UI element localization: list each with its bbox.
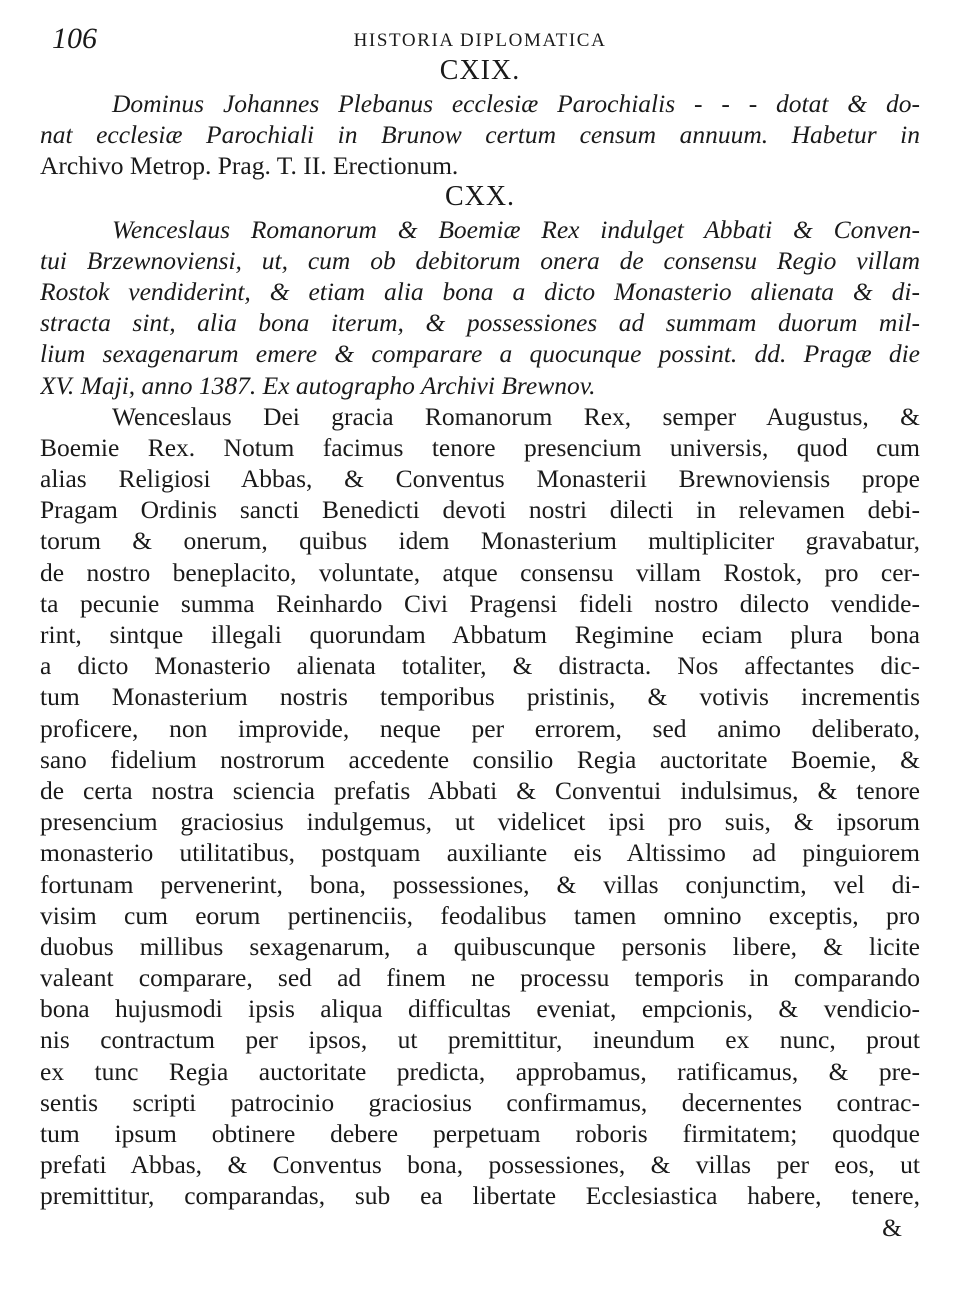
catchword: &: [882, 1212, 902, 1242]
text-line: torum & onerum, quibus idem Monasterium multipliciter gravabatur,: [40, 526, 920, 556]
text-line: ex tunc Regia auctoritate predicta, approbamus, ratificamus, & pre-: [40, 1056, 920, 1086]
running-title: HISTORIA DIPLOMATICA: [353, 30, 607, 51]
text-line: fortunam pervenerint, bona, possessiones, & villas conjunctim, vel di-: [40, 869, 920, 899]
text-line: monasterio utilitatibus, postquam auxiliante eis Altissimo ad pinguiorem: [40, 838, 920, 868]
text-line: nat ecclesiæ Parochiali in Brunow certum censum annuum. Habetur in: [40, 120, 920, 150]
text-line: presencium graciosius indulgemus, ut videlicet ipsi pro suis, & ipsorum: [40, 807, 920, 837]
text-line: Archivo Metrop. Prag. T. II. Erectionum.: [40, 151, 459, 181]
text-line: tum ipsum obtinere debere perpetuam roboris firmitatem; quodque: [40, 1119, 920, 1148]
text-line: sentis scripti patrocinio graciosius confirmamus, decernentes contrac-: [40, 1087, 920, 1117]
section-number: CXX.: [444, 180, 516, 212]
document-section: [40, 182, 920, 1212]
text-line: Boemie Rex. Notum facimus tenore presencium universis, quod cum: [40, 432, 920, 462]
body-text: [40, 56, 920, 1212]
document-section: [40, 56, 920, 182]
text-line: lium sexagenarum emere & comparare a quocunque possint. dd. Pragæ die: [40, 339, 920, 369]
text-line: rint, sintque illegali quorundam Abbatum Regimine eciam plura bona: [40, 620, 920, 649]
text-line: tum Monasterium nostris temporibus pristinis, & votivis incrementis: [40, 682, 920, 712]
page-number: 106: [52, 22, 97, 55]
text-line: visim cum eorum pertinenciis, feodalibus tamen omnino exceptis, pro: [40, 900, 920, 930]
text-line: nis contractum per ipsos, ut premittitur, ineundum ex nunc, prout: [40, 1025, 920, 1055]
section-number: CXIX.: [439, 55, 521, 86]
text-line: premittitur, comparandas, sub ea libertate Ecclesiastica habere, tenere,: [40, 1181, 920, 1211]
text-line: de nostro beneplacito, voluntate, atque consensu villam Rostok, pro cer-: [40, 557, 920, 587]
text-line: duobus millibus sexagenarum, a quibuscunque personis libere, & licite: [40, 931, 920, 961]
text-line: alias Religiosi Abbas, & Conventus Monasterii Brewnoviensis prope: [40, 464, 920, 494]
text-line: ta pecunie summa Reinhardo Civi Pragensi fideli nostro dilecto vendide-: [40, 588, 920, 618]
text-line: XV. Maji, anno 1387. Ex autographo Archivi Brewnov.: [40, 370, 596, 400]
text-line: stracta sint, alia bona iterum, & possessiones ad summam duorum mil-: [40, 308, 920, 338]
text-line: de certa nostra sciencia prefatis Abbati & Conventui indulsimus, & tenore: [40, 775, 920, 805]
page-header: [40, 16, 920, 56]
text-line: Rostok vendiderint, & etiam alia bona a dicto Monasterio alienata & di-: [40, 276, 920, 306]
text-line: Wenceslaus Romanorum & Boemiæ Rex indulget Abbati & Conven-: [112, 214, 920, 244]
text-line: proficere, non improvide, neque per errorem, sed animo deliberato,: [40, 713, 920, 743]
text-line: tui Brzewnoviensi, ut, cum ob debitorum onera de consensu Regio villam: [40, 245, 920, 275]
text-line: a dicto Monasterio alienata totaliter, & distracta. Nos affectantes dic-: [40, 651, 920, 681]
text-line: Wenceslaus Dei gracia Romanorum Rex, semper Augustus, &: [112, 401, 920, 431]
text-line: sano fidelium nostrorum accedente consilio Regia auctoritate Boemie, &: [40, 744, 920, 774]
text-line: Dominus Johannes Plebanus ecclesiæ Parochialis - - - dotat & do-: [112, 89, 920, 118]
text-line: valeant comparare, sed ad finem ne processu temporis in comparando: [40, 963, 920, 993]
text-line: prefati Abbas, & Conventus bona, possessiones, & villas per eos, ut: [40, 1150, 920, 1180]
text-line: Pragam Ordinis sancti Benedicti devoti nostri dilecti in relevamen debi-: [40, 495, 920, 525]
text-line: bona hujusmodi ipsis aliqua difficultas eveniat, empcionis, & vendicio-: [40, 994, 920, 1024]
